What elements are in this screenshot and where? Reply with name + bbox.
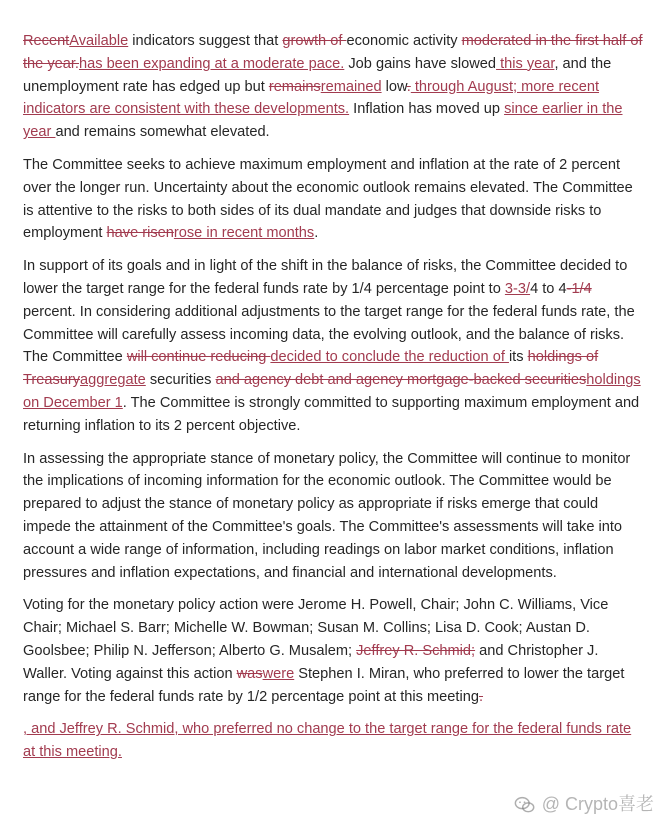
inserted-text: remained	[320, 78, 382, 95]
document-body	[23, 30, 644, 764]
body-text: and Christopher J. Waller. Voting against this action	[23, 642, 599, 682]
inserted-text: were	[262, 665, 295, 682]
body-text: , and the unemployment rate has edged up but	[23, 55, 612, 95]
body-text: indicators suggest that	[128, 33, 283, 49]
inserted-text: 3-3/	[504, 280, 531, 297]
deleted-text: was	[236, 665, 263, 682]
body-text: 4 to 4	[530, 280, 567, 297]
body-text: . The Committee is strongly committed to supporting maximum employment and returning inflation to its 2 percent objective.	[23, 394, 640, 434]
body-text: In support of its goals and in light of the shift in the balance of risks, the Committee decided to lower the target range for the federal funds rate by 1/4 percentage point to	[23, 258, 628, 297]
deleted-text: Recent	[23, 33, 70, 49]
body-text: economic activity	[346, 33, 462, 49]
paragraph-4	[23, 448, 644, 585]
body-text: its	[508, 349, 528, 366]
body-text: securities	[145, 372, 216, 389]
body-text: The Committee seeks to achieve maximum employment and inflation at the rate of 2 percent over the longer run. Uncertainty about the economic outlook remains elevated. The Committee is attentive to the risks to both sides of its dual mandate and judges that downside risks to employment	[23, 156, 633, 242]
body-text: Voting for the monetary policy action were Jerome H. Powell, Chair; John C. Williams, Vice Chair; Michael S. Barr; Michelle W. Bowman; Susan M. Collins; Lisa D. Cook; Austan D. Goolsbee; Philip N. Jefferson; Alberto G. Musalem;	[23, 597, 609, 659]
body-text: .	[314, 225, 319, 242]
body-text: Stephen I. Miran, who preferred to lower the target range for the federal funds rate by 1/2 percentage point at this meeting	[23, 665, 625, 705]
body-text: low	[381, 78, 407, 95]
inserted-text: holdings on December 1	[23, 372, 641, 411]
deleted-text: moderated in the first half of the year.	[23, 33, 643, 72]
body-text: percent. In considering additional adjustments to the target range for the federal funds rate, the Committee will carefully assess incoming data, the evolving outlook, and the balance of risks. The Committee	[23, 303, 635, 366]
deleted-text: holdings of Treasury	[23, 349, 599, 389]
paragraph-5	[23, 594, 644, 708]
deleted-text: growth of	[282, 33, 347, 49]
paragraph-2	[23, 154, 644, 245]
body-text: and remains somewhat elevated.	[55, 124, 270, 141]
deleted-text: will continue reducing	[126, 349, 271, 366]
inserted-text: , and Jeffrey R. Schmid, who preferred no change to the target range for the federal funds rate at this meeting.	[23, 721, 632, 761]
watermark-text: @ Crypto喜老	[541, 794, 654, 815]
deleted-text: have risen	[106, 225, 174, 242]
body-text: In assessing the appropriate stance of monetary policy, the Committee will continue to monitor the implications of incoming information for the economic outlook. The Committee would be prepared to adjust the stance of monetary policy as appropriate if risks emerge that could impede the attainment of the Committee's goals. The Committee's assessments will take into account a wide range of information, including readings on labor market conditions, inflation pressures and inflation expectations, and financial and international developments.	[23, 450, 631, 581]
inserted-text: through August; more recent indicators are consistent with these developments.	[23, 78, 600, 118]
deleted-text: -1/4	[566, 280, 592, 297]
deleted-text: and agency debt and agency mortgage-backed securities	[215, 372, 587, 389]
wechat-icon	[514, 794, 536, 816]
inserted-text: rose in recent months	[173, 225, 315, 242]
inserted-text: decided to conclude the reduction of	[270, 349, 509, 366]
inserted-text: has been expanding at a moderate pace.	[78, 55, 345, 72]
deleted-text: .	[406, 78, 411, 95]
watermark	[514, 793, 654, 816]
inserted-text: aggregate	[80, 372, 146, 389]
body-text: Inflation has moved up	[349, 101, 505, 118]
deleted-text: .	[478, 688, 484, 705]
paragraph-1	[23, 30, 644, 144]
inserted-text: since earlier in the year	[23, 101, 623, 141]
paragraph-6	[23, 718, 644, 764]
body-text: Job gains have slowed	[344, 55, 497, 72]
inserted-text: this year	[496, 55, 555, 72]
deleted-text: Jeffrey R. Schmid;	[356, 642, 476, 659]
deleted-text: remains	[268, 78, 321, 95]
paragraph-3	[23, 255, 644, 437]
inserted-text: Available	[69, 33, 129, 49]
